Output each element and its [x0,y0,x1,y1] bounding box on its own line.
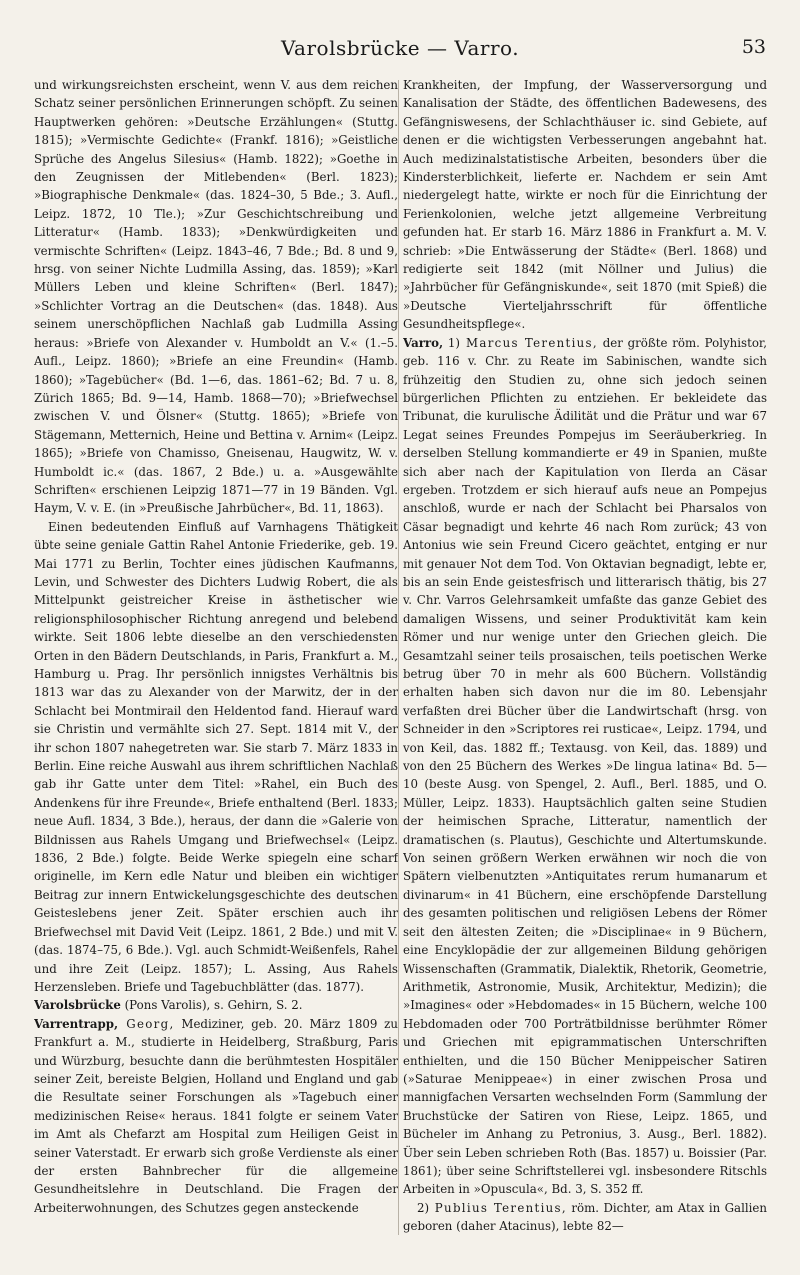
entry-headword: Varrentrapp, [34,1016,119,1031]
entry-continuation: Krankheiten, der Impfung, der Wasserversorgung und Kanalisation der Städte, des öffentlichen Badewesens, des Gefängniswesens, der Schlachthäuser ic. sind Gebiete, auf denen er die wichtigsten Verbesserungen angebahnt hat. Auch medizinalstatistische Arbeiten, besonders über die Kindersterblichkeit, lieferte er. Nachdem er sein Amt niedergelegt hatte, wirkte er noch für die Einrichtung der Ferienkolonien, welche jetzt allgemeine Verbreitung gefunden hat. Er starb 16. März 1886 in Frankfurt a. M. V. schrieb: »Die Entwässerung der Städte« (Berl. 1868) und redigierte seit 1842 (mit Nöllner und Julius) die »Jahrbücher für Gefängniskunde«, seit 1870 (mit Spieß) die »Deutsche Vierteljahrsschrift für öffentliche Gesundheitspflege«. [403,78,767,332]
left-column [34,76,398,1246]
entry-number: 1) [443,335,460,350]
entry-continuation: und wirkungsreichsten erscheint, wenn V. aus dem reichen Schatz seiner persönlichen Erinnerungen schöpft. Zu seinen Hauptwerken gehören: »Deutsche Erzählungen« (Stuttg. 1815); »Vermischte Gedichte« (Frankf. 1816); »Geistliche Sprüche des Angelus Silesius« (Hamb. 1822); »Goethe in den Zeugnissen der Mitlebenden« (Berl. 1823); »Biographische Denkmale« (das. 1824–30, 5 Bde.; 3. Aufl., Leipz. 1872, 10 Tle.); »Zur Geschichtschreibung und Litteratur« (Hamb. 1833); »Denkwürdigkeiten und vermischte Schriften« (Leipz. 1843–46, 7 Bde.; Bd. 8 und 9, hrsg. von seiner Nichte Ludmilla Assing, das. 1859); »Karl Müllers Leben und kleine Schriften« (Berl. 1847); »Schlichter Vortrag an die Deutschen« (das. 1848). Aus seinem unerschöpflichen Nachlaß gab Ludmilla Assing heraus: »Briefe von Alexander v. Humboldt an V.« (1.–5. Aufl., Leipz. 1860); »Briefe an eine Freundin« (Hamb. 1860); »Tagebücher« (Bd. 1—6, das. 1861–62; Bd. 7 u. 8, Zürich 1865; Bd. 9—14, Hamb. 1868—70); »Briefwechsel zwischen V. und Ölsner« (Stuttg. 1865); »Briefe von Stägemann, Metternich, Heine und Bettina v. Arnim« (Leipz. 1865); »Briefe von Chamisso, Gneisenau, Haugwitz, W. v. Humboldt ic.« (das. 1867, 2 Bde.) u. a. »Ausgewählte Schriften« erschienen Leipzig 1871—77 in 19 Bänden. Vgl. Haym, V. v. E. (in »Preußische Jahrbücher«, Bd. 11, 1863). [34,78,398,516]
entry-varro [403,334,767,1199]
entry-headword: Varro, [403,335,444,350]
entry-text: röm. Dichter, am Atax in Gallien geboren (daher Atacinus), lebte 82— [403,1200,767,1234]
entry-text: Mediziner, geb. 20. März 1809 zu Frankfurt a. M., studierte in Heidelberg, Straßburg, Paris und Würzburg, besuchte dann die berühmtesten Hospitäler seiner Zeit, bereiste Belgien, Holland und England und gab die Resultate seiner Forschungen als »Tagebuch einer medizinischen Reise« heraus. 1841 folgte er seinem Vater im Amt als Chefarzt am Hospital zum Heiligen Geist in seiner Vaterstadt. Er erwarb sich große Verdienste als einer der ersten Bahnbrecher für die allgemeine Gesundheitslehre in Deutschland. Die Fragen der Arbeiterwohnungen, des Schutzes gegen ansteckende [34,1016,398,1215]
entry-number: 2) [417,1200,430,1215]
running-title: Varolsbrücke — Varro. [280,36,520,60]
entry-varro-2 [403,1199,767,1236]
entry-person-name: Publius Terentius, [429,1200,567,1215]
paragraph-rahel: Einen bedeutenden Einfluß auf Varnhagens Thätigkeit übte seine geniale Gattin Rahel Antonie Friederike, geb. 19. Mai 1771 zu Berlin, Tochter eines jüdischen Kaufmanns, Levin, und Schwester des Dichters Ludwig Robert, die als Mittelpunkt geistreicher Kreise in ästhetischer wie religionsphilosophischer Richtung anregend und belebend wirkte. Seit 1806 lebte dieselbe an den verschiedensten Orten in den Bädern Deutschlands, in Paris, Frankfurt a. M., Hamburg u. Prag. Ihr persönlich innigstes Verhältnis bis 1813 war das zu Alexander von der Marwitz, der in der Schlacht bei Montmirail den Heldentod fand. Hierauf ward sie Christin und vermählte sich 27. Sept. 1814 mit V., der ihr schon 1807 nahegetreten war. Sie starb 7. März 1833 in Berlin. Eine reiche Auswahl aus ihrem schriftlichen Nachlaß gab ihr Gatte unter dem Titel: »Rahel, ein Buch des Andenkens für ihre Freunde«, Briefe enthaltend (Berl. 1833; neue Aufl. 1834, 3 Bde.), heraus, der dann die »Galerie von Bildnissen aus Rahels Umgang und Briefwechsel« (Leipz. 1836, 2 Bde.) folgte. Beide Werke spiegeln eine scharf originelle, im Kern edle Natur und bleiben ein wichtiger Beitrag zur innern Entwickelungsgeschichte des deutschen Geisteslebens jener Zeit. Später erschien auch ihr Briefwechsel mit David Veit (Leipz. 1861, 2 Bde.) und mit V. (das. 1874–75, 6 Bde.). Vgl. auch Schmidt-Weißenfels, Rahel und ihre Zeit (Leipz. 1857); L. Assing, Aus Rahels Herzensleben. Briefe und Tagebuchblätter (das. 1877). [34,519,398,994]
right-column [403,76,767,1246]
entry-text: (Pons Varolis), s. Gehirn, S. 2. [120,998,303,1013]
entry-text: der größte röm. Polyhistor, geb. 116 v. Chr. zu Reate im Sabinischen, wandte sich frühzeitig den Studien zu, ohne sich jedoch seinen bürgerlichen Pflichten zu entziehen. Er bekleidete das Tribunat, die kurulische Ädilität und die Prätur und war 67 Legat seines Freundes Pompejus im Seeräuberkrieg. In derselben Stellung kommandierte er 49 in Spanien, mußte sich aber nach der Kapitulation von Ilerda an Cäsar ergeben. Trotzdem er sich hierauf aufs neue an Pompejus anschloß, wurde er nach der Schlacht bei Pharsalos von Cäsar begnadigt und kehrte 46 nach Rom zurück; 43 von Antonius wie sein Freund Cicero geächtet, entging er nur mit genauer Not dem Tod. Von Oktavian begnadigt, lebte er, bis an sein Ende geistesfrisch und litterarisch thätig, bis 27 v. Chr. Varros Gelehrsamkeit umfaßte das ganze Gebiet des damaligen Wissens, und seiner Produktivität kam kein Römer und nur wenige unter den Griechen gleich. Die Gesamtzahl seiner teils prosaischen, teils poetischen Werke betrug über 70 in mehr als 600 Büchern. Vollständig erhalten haben sich davon nur die im 80. Lebensjahr verfaßten drei Bücher über die Landwirtschaft (hrsg. von Schneider in den »Scriptores rei rusticae«, Leipz. 1794, und von Keil, das. 1882 ff.; Textausg. von Keil, das. 1889) und von den 25 Büchern des Werkes »De lingua latina« Bd. 5—10 (beste Ausg. von Spengel, 2. Aufl., Berl. 1885, und O. Müller, Leipz. 1833). Hauptsächlich galten seine Studien der heimischen Sprache, Litteratur, namentlich der dramatischen (s. Plautus), Geschichte und Altertumskunde. Von seinen größern Werken erwähnen wir noch die von Spätern vielbenutzten »Antiquitates rerum humanarum et divinarum« in 41 Büchern, eine erschöpfende Darstellung des gesamten politischen und religiösen Lebens der Römer seit den ältesten Zeiten; die »Disciplinae« in 9 Büchern, eine Encyklopädie der zur allgemeinen Bildung gehörigen Wissenschaften (Grammatik, Dialektik, Rhetorik, Geometrie, Arithmetik, Astronomie, Musik, Architektur, Medizin); die »Imagines« oder »Hebdomades« in 15 Büchern, welche 100 Hebdomaden oder 700 Porträtbildnisse berühmter Römer und Griechen mit epigrammatischen Unterschriften enthielten, und die 150 Bücher Menippeischer Satiren (»Saturae Menippeae«) in einer zwischen Prosa und mannigfachen Versarten wechselnden Form (Sammlung der Bruchstücke der Satiren von Riese, Leipz. 1865, und Bücheler im Anhang zu Petronius, 3. Ausg., Berl. 1882). Über sein Leben schrieben Roth (Bas. 1857) u. Boissier (Par. 1861); über seine Schriftstellerei vgl. insbesondere Ritschls Arbeiten in »Opuscula«, Bd. 3, S. 352 ff. [403,335,767,1197]
entry-varolsbruecke [34,996,398,1014]
page-number: 53 [741,36,766,58]
entry-varrentrapp [34,1015,398,1217]
entry-headword: Varolsbrücke [34,998,121,1013]
entry-person-name: Georg, [118,1016,175,1031]
entry-person-name: Marcus Terentius, [459,335,598,350]
page-header [0,36,800,66]
column-divider [398,80,399,1235]
